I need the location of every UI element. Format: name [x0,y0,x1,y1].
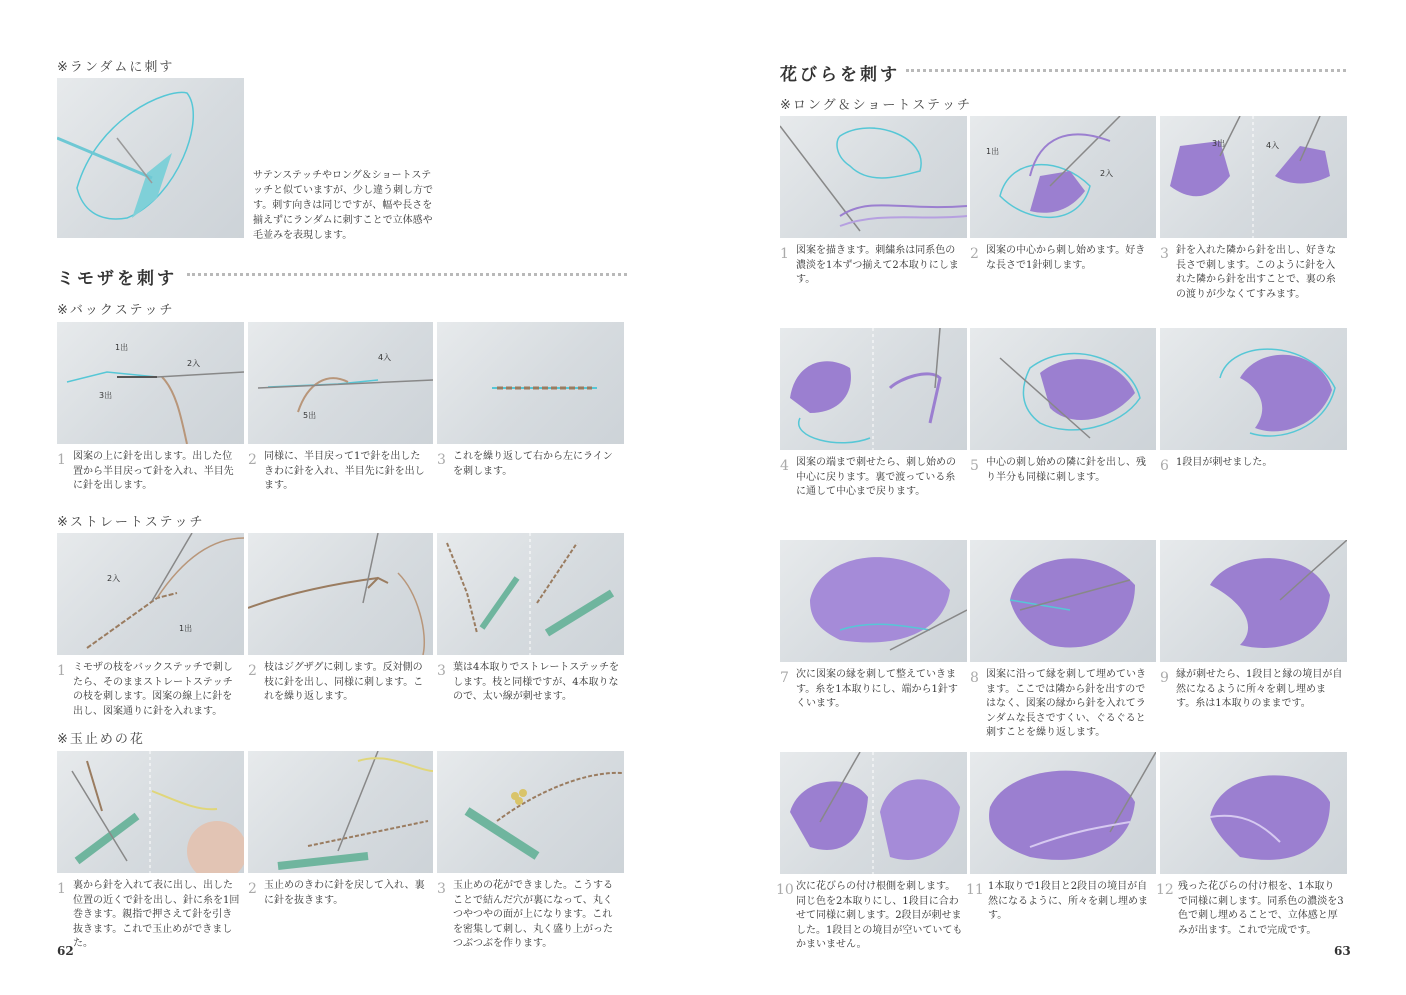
bs-step-1-number: 1 [57,452,66,468]
petal-heading-rule [906,69,1346,72]
back-stitch-photo-1 [57,322,244,444]
french-knot-subheading: ※玉止めの花 [57,732,145,747]
petal-step-1-text: 図案を描きます。刺繍糸は同系色の濃淡を1本ずつ揃えて2本取りにします。 [796,245,959,285]
ss-step-2-number: 2 [248,663,257,679]
random-subheading: ※ランダムに刺す [57,60,175,75]
fk-step-1-number: 1 [57,881,66,897]
ss-step-3-number: 3 [437,663,446,679]
straight-stitch-subheading: ※ストレートステッチ [57,515,205,530]
petal-photo-12 [1160,752,1347,874]
bs-step-2-number: 2 [248,452,257,468]
ss-step-3-text: 葉は4本取りでストレートステッチをします。枝と同様ですが、4本取りなので、太い線が刺せます。 [453,662,620,702]
petal-step-6-number: 6 [1160,458,1169,474]
petal-photo-6 [1160,328,1347,450]
petal-step-11-number: 11 [966,882,984,898]
petal-step-5-number: 5 [970,458,979,474]
petal-photo-10 [780,752,967,874]
petal-step-3-number: 3 [1160,246,1169,262]
label-p-1-out: 1出 [986,147,1000,156]
petal-step-6-text: 1段目が刺せました。 [1176,457,1273,468]
petal-photo-5 [970,328,1156,450]
label-1-out: 1出 [115,343,129,352]
ss-step-1-number: 1 [57,663,66,679]
random-stitch-photo [57,78,244,238]
label-ss-2-in: 2入 [107,574,121,583]
petal-photo-2 [970,116,1156,238]
petal-step-10-number: 10 [776,882,794,898]
bs-step-3-text: これを繰り返して右から左にラインを刺します。 [453,451,613,477]
french-knot-photo-2 [248,751,433,873]
bs-step-2-text: 同様に、半目戻って1で針を出したきわに針を入れ、半目先に針を出します。 [264,451,425,491]
page-number-left: 62 [57,944,74,958]
back-stitch-subheading: ※バックステッチ [57,303,175,318]
fk-step-1-text: 裏から針を入れて表に出し、出した位置の近くで針を出し、針に糸を1回巻きます。親指で押さえて針を引き抜きます。これで玉止めができました。 [73,880,240,949]
petal-photo-8 [970,540,1156,662]
petal-heading: 花びらを刺す [780,65,900,85]
petal-step-4-number: 4 [780,458,789,474]
petal-step-7-number: 7 [780,670,789,686]
straight-stitch-photo-3 [437,533,624,655]
fk-step-3-text: 玉止めの花ができました。こうすることで結んだ穴が裏になって、丸くつやつやの面が上になります。これを密集して刺し、丸く盛り上がったつぶつぶを作ります。 [453,880,613,949]
petal-photo-7 [780,540,967,662]
bs-step-1-text: 図案の上に針を出します。出した位置から半目戻って針を入れ、半目先に針を出します。 [73,451,234,491]
label-p-3-out: 3出 [1212,139,1226,148]
back-stitch-photo-2 [248,322,433,444]
mimosa-heading: ミモザを刺す [57,269,177,289]
petal-step-5-text: 中心の刺し始めの隣に針を出し、残り半分も同様に刺します。 [986,457,1146,483]
long-short-subheading: ※ロング＆ショートステッチ [780,98,972,113]
french-knot-photo-1 [57,751,244,873]
label-5-out: 5出 [303,411,317,420]
petal-step-12-number: 12 [1156,882,1174,898]
label-2-in: 2入 [187,359,201,368]
petal-step-8-number: 8 [970,670,979,686]
petal-photo-3 [1160,116,1347,238]
label-p-4-in: 4入 [1266,141,1280,150]
page-number-right: 63 [1334,944,1351,958]
ss-step-1-text: ミモザの枝をバックステッチで刺したら、そのままストレートステッチの枝を刺します。図案の線上に針を出し、図案通りに針を入れます。 [73,662,233,717]
fk-step-2-number: 2 [248,881,257,897]
petal-step-9-number: 9 [1160,670,1169,686]
ss-step-2-text: 枝はジグザグに刺します。反対側の枝に針を出し、同様に刺します。これを繰り返します。 [264,662,424,702]
mimosa-heading-rule [187,273,627,276]
petal-step-7-text: 次に図案の縁を刺して整えていきます。糸を1本取りにし、端から1針すくいます。 [796,669,958,709]
label-p-2-in: 2入 [1100,169,1114,178]
french-knot-photo-3 [437,751,624,873]
label-ss-1-out: 1出 [179,624,193,633]
petal-step-4-text: 図案の端まで刺せたら、刺し始めの中心に戻ります。裏で渡っている糸に通して中心まで戻ります。 [796,457,956,497]
petal-photo-11 [970,752,1156,874]
petal-photo-9 [1160,540,1347,662]
straight-stitch-photo-2 [248,533,433,655]
straight-stitch-photo-1 [57,533,244,655]
petal-step-11-text: 1本取りで1段目と2段目の境目が自然になるように、所々を刺し埋めます。 [988,881,1148,921]
petal-step-8-text: 図案に沿って縁を刺して埋めていきます。ここでは隣から針を出すのではなく、図案の縁から針を入れてランダムな長さですくい、ぐるぐると刺すことを繰り返します。 [986,669,1146,738]
petal-step-12-text: 残った花びらの付け根を、1本取りで同様に刺します。同系色の濃淡を3色で刺し埋めることで、立体感と厚みが出ます。これで完成です。 [1178,881,1344,936]
label-3-out: 3出 [99,391,113,400]
bs-step-3-number: 3 [437,452,446,468]
back-stitch-photo-3 [437,322,624,444]
fk-step-2-text: 玉止めのきわに針を戻して入れ、裏に針を抜きます。 [264,880,425,906]
random-description: サテンステッチやロング＆ショートステッチと似ていますが、少し違う刺し方です。刺す向きは同じですが、幅や長さを揃えずにランダムに刺すことで立体感や毛並みを表現します。 [253,170,433,241]
petal-step-3-text: 針を入れた隣から針を出し、好きな長さで刺します。このように針を入れた隣から針を出すことで、裏の糸の渡りが少なくてすみます。 [1176,245,1336,300]
petal-step-2-number: 2 [970,246,979,262]
label-4-in: 4入 [378,353,392,362]
petal-step-9-text: 縁が刺せたら、1段目と縁の境目が自然になるように所々を刺し埋めます。糸は1本取りのままです。 [1176,669,1343,709]
petal-photo-4 [780,328,967,450]
petal-step-10-text: 次に花びらの付け根側を刺します。同じ色を2本取りにし、1段目に合わせて同様に刺します。2段目が刺せました。1段目との境目が空いていてもかまいません。 [796,881,963,950]
petal-step-1-number: 1 [780,246,789,262]
petal-photo-1 [780,116,967,238]
fk-step-3-number: 3 [437,881,446,897]
petal-step-2-text: 図案の中心から刺し始めます。好きな長さで1針刺します。 [986,245,1146,271]
